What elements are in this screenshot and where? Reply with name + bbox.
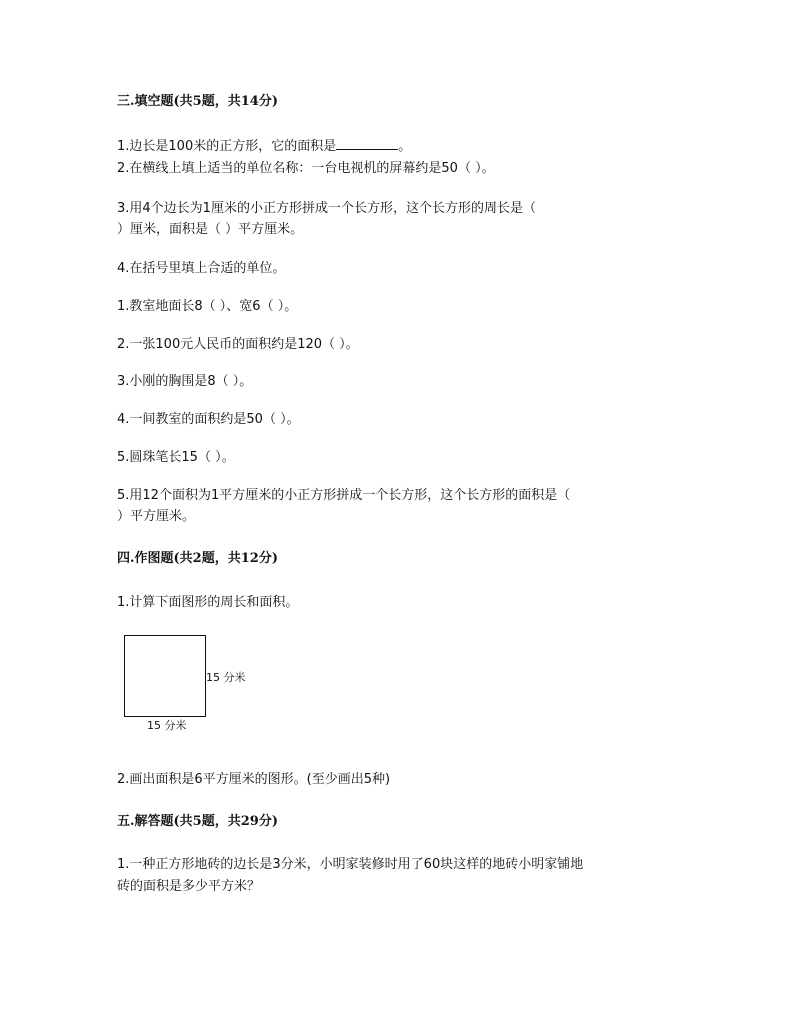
section-5-heading: 五.解答题(共5题，共29分) — [117, 814, 278, 829]
section-4-heading: 四.作图题(共2题，共12分) — [117, 551, 278, 566]
question-3-1-text: 1.边长是100米的正方形，它的面积是 — [117, 139, 337, 154]
question-5-1-line1: 1.一种正方形地砖的边长是3分米，小明家装修时用了60块这样的地砖小明家铺地 — [117, 857, 584, 872]
question-3-3-line1: 3.用4个边长为1厘米的小正方形拼成一个长方形，这个长方形的周长是（ — [117, 201, 536, 216]
question-3-2: 2.在横线上填上适当的单位名称：一台电视机的屏幕约是50（ ）。 — [117, 161, 495, 176]
question-4-1: 1.计算下面图形的周长和面积。 — [117, 595, 299, 610]
section-3-heading: 三.填空题(共5题，共14分) — [117, 94, 278, 109]
question-4-2: 2.画出面积是6平方厘米的图形。(至少画出5种) — [117, 772, 391, 787]
question-3-5-line1: 5.用12个面积为1平方厘米的小正方形拼成一个长方形，这个长方形的面积是（ — [117, 488, 571, 503]
question-5-1-line2: 砖的面积是多少平方米？ — [117, 879, 261, 894]
question-3-4-sub3: 3.小刚的胸围是8（ ）。 — [117, 374, 253, 389]
square-figure — [124, 635, 206, 717]
question-3-1-end: 。 — [398, 139, 412, 154]
question-3-1 — [117, 137, 411, 156]
square-bottom-label: 15 分米 — [147, 719, 187, 732]
answer-blank — [336, 137, 398, 150]
square-side-label: 15 分米 — [206, 671, 246, 684]
question-3-3-line2: ）厘米，面积是（ ）平方厘米。 — [117, 222, 304, 237]
question-3-4-sub2: 2.一张100元人民币的面积约是120（ ）。 — [117, 337, 359, 352]
question-3-5-line2: ）平方厘米。 — [117, 509, 196, 524]
question-3-4-sub5: 5.圆珠笔长15（ ）。 — [117, 450, 235, 465]
question-3-4-sub4: 4.一间教室的面积约是50（ ）。 — [117, 412, 300, 427]
question-3-4-sub1: 1.教室地面长8（ ）、宽6（ ）。 — [117, 299, 298, 314]
question-3-4: 4.在括号里填上合适的单位。 — [117, 261, 286, 276]
